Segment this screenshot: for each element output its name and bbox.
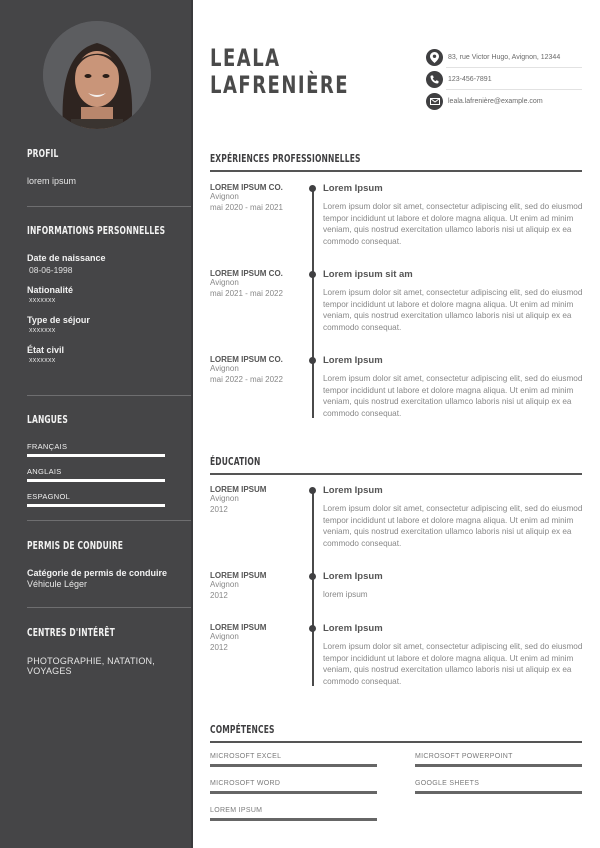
skill-level-bar [210,764,377,767]
skill-label: LOREM IPSUM [210,807,263,814]
info-value: 08-06-1998 [29,265,73,275]
entry-city: Avignon [210,364,239,373]
entry-city: Avignon [210,632,239,641]
sidebar-divider [27,395,193,396]
entry-title: Lorem Ipsum [323,355,383,366]
entry-dates: mai 2020 - mai 2021 [210,202,283,212]
section-rule [210,473,582,475]
education-title: ÉDUCATION [210,456,261,468]
contact-block [426,46,582,112]
skill-item [210,807,377,821]
timeline-dot [309,573,316,580]
contact-email [426,90,582,112]
skill-level-bar [415,791,582,794]
entry-city: Avignon [210,278,239,287]
sidebar-divider [27,607,193,608]
sidebar-divider [27,520,193,521]
info-item [27,285,193,304]
entry-dates: 2012 [210,504,228,514]
sidebar-edge [191,0,193,848]
skill-label: MICROSOFT POWERPOINT [415,753,513,760]
skills-title: COMPÉTENCES [210,724,275,736]
entry-city: Avignon [210,494,239,503]
entry-description: Lorem ipsum dolor sit amet, consectetur adipiscing elit, sed do eiusmod tempor incididunt ut labore et dolore magna aliqua. Ut enim ad minim veniam, quis nostrud exercitation ullamco laboris nisi ut aliquip ex ea commodo consequat. [323,374,583,418]
languages-title: LANGUES [27,414,68,426]
skill-item [415,780,582,794]
info-value: xxxxxxx [29,327,56,334]
info-label: État civil [27,345,65,355]
address-text: 83, rue Victor Hugo, Avignon, 12344 [448,53,561,61]
timeline-dot [309,185,316,192]
entry-dates: 2012 [210,590,228,600]
first-name: LEALA [210,44,281,72]
experience-timeline [312,188,314,418]
skill-level-bar [210,791,377,794]
info-value: xxxxxxx [29,297,56,304]
skill-level-bar [415,764,582,767]
timeline-dot [309,271,316,278]
profil-section [27,148,193,186]
skill-item [415,753,582,767]
language-label: FRANÇAIS [27,442,68,451]
personal-info-title: INFORMATIONS PERSONNELLES [27,225,166,237]
skill-label: MICROSOFT WORD [210,780,281,787]
email-text: leala.lafrenière@example.com [448,97,543,105]
info-item [27,253,193,275]
sidebar-divider [27,206,193,207]
timeline-dot [309,487,316,494]
info-value: xxxxxxx [29,357,56,364]
license-label: Catégorie de permis de conduire [27,568,168,578]
entry-title: Lorem Ipsum [323,623,383,634]
entry-city: Avignon [210,192,239,201]
skill-label: MICROSOFT EXCEL [210,753,282,760]
interests-line: VOYAGES [27,666,72,676]
license-section [27,540,193,589]
contact-phone [426,68,582,90]
language-label: ANGLAIS [27,467,62,476]
timeline-dot [309,357,316,364]
language-level-bar [27,454,165,457]
section-rule [210,170,582,172]
section-rule [210,741,582,743]
entry-dates: 2012 [210,642,228,652]
entry-org: LOREM IPSUM CO. [210,355,283,364]
entry-title: Lorem ipsum sit am [323,269,413,280]
interests-title: CENTRES D'INTÉRÊT [27,627,115,639]
entry-org: LOREM IPSUM [210,623,267,632]
entry-dates: mai 2021 - mai 2022 [210,288,283,298]
language-item [27,467,193,482]
skill-level-bar [210,818,377,821]
entry-description: Lorem ipsum dolor sit amet, consectetur adipiscing elit, sed do eiusmod tempor incididunt ut labore et dolore magna aliqua. Ut enim ad minim veniam, quis nostrud exercitation ullamco laboris nisi ut aliquip ex ea commodo consequat. [323,504,583,548]
entry-dates: mai 2022 - mai 2022 [210,374,283,384]
entry-description: Lorem ipsum dolor sit amet, consectetur adipiscing elit, sed do eiusmod tempor incididunt ut labore et dolore magna aliqua. Ut enim ad minim veniam, quis nostrud exercitation ullamco laboris nisi ut aliquip ex ea commodo consequat. [323,642,583,686]
entry-city: Avignon [210,580,239,589]
language-level-bar [27,479,165,482]
entry-description: lorem ipsum [323,590,368,599]
entry-title: Lorem Ipsum [323,485,383,496]
entry-org: LOREM IPSUM CO. [210,269,283,278]
sidebar [0,0,193,848]
last-name: LAFRENIÈRE [210,71,350,99]
entry-description: Lorem ipsum dolor sit amet, consectetur adipiscing elit, sed do eiusmod tempor incididunt ut labore et dolore magna aliqua. Ut enim ad minim veniam, quis nostrud exercitation ullamco laboris nisi ut aliquip ex ea commodo consequat. [323,288,583,332]
license-title: PERMIS DE CONDUIRE [27,540,124,552]
entry-org: LOREM IPSUM CO. [210,183,283,192]
profil-title: PROFIL [27,148,59,160]
info-label: Type de séjour [27,315,90,325]
skill-item [210,753,377,767]
phone-text: 123-456-7891 [448,75,492,83]
personal-info-section [27,225,193,364]
education-timeline [312,490,314,686]
profile-photo [43,21,151,129]
experience-title: EXPÉRIENCES PROFESSIONNELLES [210,153,361,165]
timeline-dot [309,625,316,632]
envelope-icon [426,93,443,110]
entry-org: LOREM IPSUM [210,485,267,494]
license-value: Véhicule Léger [27,579,88,589]
info-item [27,315,193,334]
interests-line: PHOTOGRAPHIE, NATATION, [27,656,155,666]
language-item [27,442,193,457]
language-label: ESPAGNOL [27,492,71,501]
languages-section [27,414,193,507]
entry-title: Lorem Ipsum [323,183,383,194]
info-item [27,345,193,364]
interests-section [27,627,193,676]
skill-label: GOOGLE SHEETS [415,780,480,787]
info-label: Date de naissance [27,253,106,263]
location-pin-icon [426,49,443,66]
language-item [27,492,193,507]
entry-org: LOREM IPSUM [210,571,267,580]
entry-title: Lorem Ipsum [323,571,383,582]
entry-description: Lorem ipsum dolor sit amet, consectetur adipiscing elit, sed do eiusmod tempor incididunt ut labore et dolore magna aliqua. Ut enim ad minim veniam, quis nostrud exercitation ullamco laboris nisi ut aliquip ex ea commodo consequat. [323,202,583,246]
contact-address [426,46,582,68]
language-level-bar [27,504,165,507]
name-block [210,45,395,99]
info-label: Nationalité [27,285,74,295]
portrait-image [43,21,151,129]
skill-item [210,780,377,794]
phone-icon [426,71,443,88]
profil-text: lorem ipsum [27,176,77,186]
